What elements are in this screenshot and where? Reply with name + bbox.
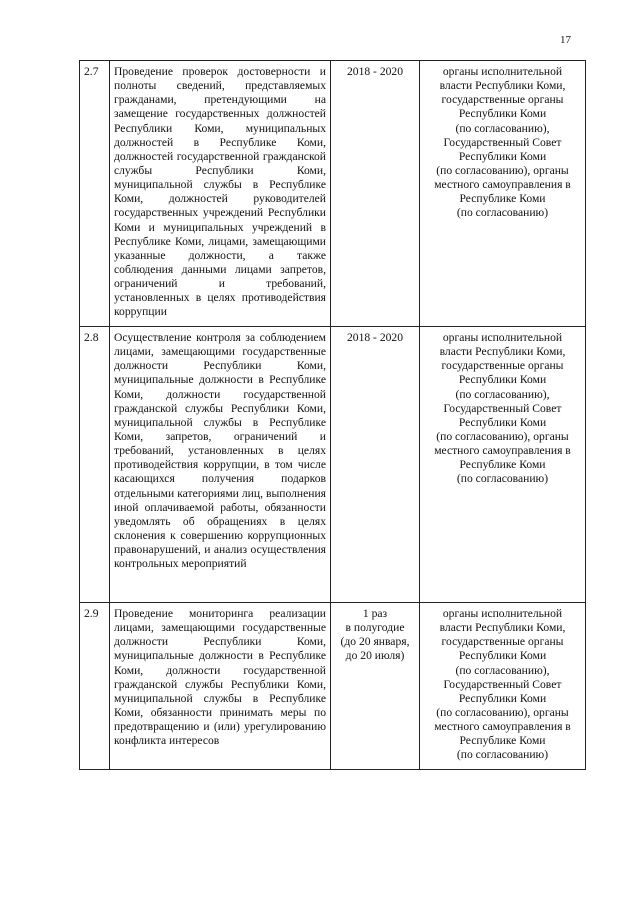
measure-executors: органы исполнительной власти Республики Коми, государственные органы Республики Коми (по согласованию), Государственный Совет Республики Коми (по согласованию), органы местного самоуправления в Республике Коми (по согласованию) bbox=[420, 327, 586, 603]
measures-table bbox=[79, 60, 586, 770]
table-row bbox=[80, 61, 586, 327]
measure-term: 2018 - 2020 bbox=[331, 327, 420, 603]
page-number: 17 bbox=[560, 34, 571, 46]
measure-executors: органы исполнительной власти Республики Коми, государственные органы Республики Коми (по согласованию), Государственный Совет Республики Коми (по согласованию), органы местного самоуправления в Республике Коми (по согласованию) bbox=[420, 603, 586, 770]
table-row bbox=[80, 327, 586, 603]
measure-description: Осуществление контроля за соблюдением лицами, замещающими государственные должности Республики Коми, муниципальные должности в Республике Коми, должности государственной гражданской службы Республики Коми, муниципальной службы в Республике Коми, запретов, ограничений и требований, установленных в целях противодействия коррупции, в том числе касающихся получения подарков отдельными категориями лиц, выполнения иной оплачиваемой работы, обязанности уведомлять об обращениях в целях склонения к совершению коррупционных правонарушений, и анализ осуществления контрольных мероприятий bbox=[110, 327, 331, 603]
measure-executors: органы исполнительной власти Республики Коми, государственные органы Республики Коми (по согласованию), Государственный Совет Республики Коми (по согласованию), органы местного самоуправления в Республике Коми (по согласованию) bbox=[420, 61, 586, 327]
table-row bbox=[80, 603, 586, 770]
measure-term: 2018 - 2020 bbox=[331, 61, 420, 327]
row-number: 2.8 bbox=[80, 327, 110, 603]
measure-description: Проведение проверок достоверности и полноты сведений, представляемых гражданами, претендующими на замещение государственных должностей Республики Коми, муниципальных должностей в Республике Коми, должностей государственной гражданской службы Республики Коми, муниципальной службы в Республике Коми, должностей руководителей государственных учреждений Республики Коми и муниципальных учреждений в Республике Коми, лицами, замещающими указанные должности, а также соблюдения данными лицами запретов, ограничений и требований, установленных в целях противодействия коррупции bbox=[110, 61, 331, 327]
row-number: 2.7 bbox=[80, 61, 110, 327]
row-number: 2.9 bbox=[80, 603, 110, 770]
measure-term: 1 раз в полугодие (до 20 января, до 20 июля) bbox=[331, 603, 420, 770]
measure-description: Проведение мониторинга реализации лицами, замещающими государственные должности Республики Коми, муниципальные должности в Республике Коми, должности государственной гражданской службы Республики Коми, муниципальной службы в Республике Коми, обязанности принимать меры по предотвращению и (или) урегулированию конфликта интересов bbox=[110, 603, 331, 770]
